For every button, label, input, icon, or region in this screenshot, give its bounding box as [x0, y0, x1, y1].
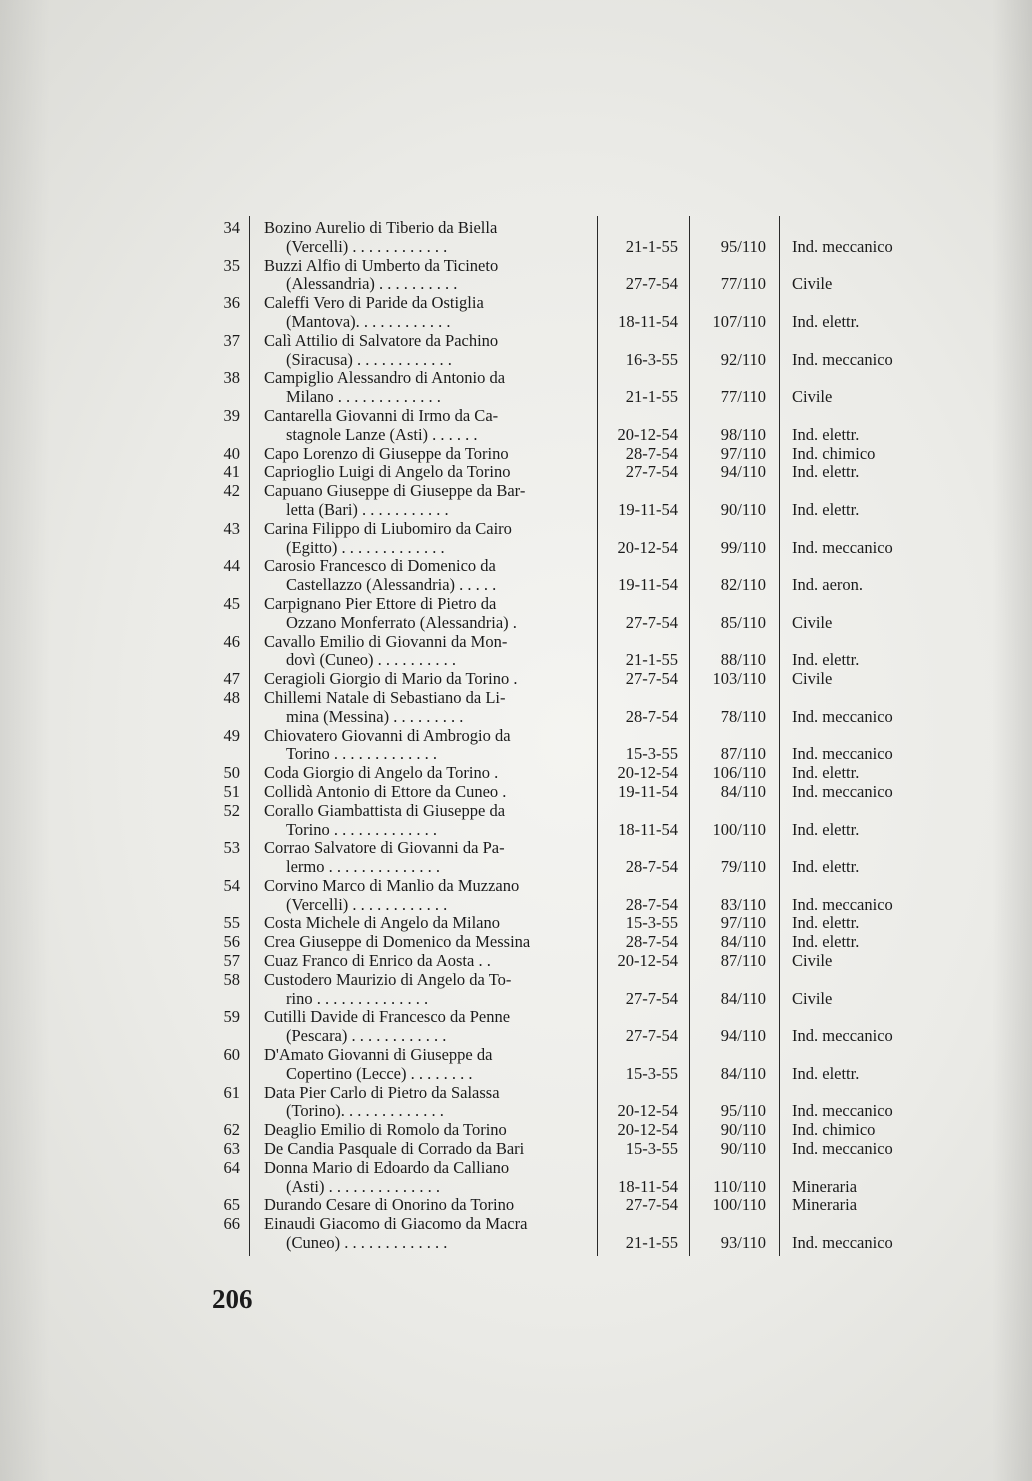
final-grade: 110/110	[713, 1176, 766, 1196]
final-grade: 78/110	[720, 706, 766, 726]
final-grade: 94/110	[720, 1026, 766, 1046]
student-name-line: Deaglio Emilio di Romolo da Torino	[264, 1120, 507, 1140]
specialization: Ind. elettr.	[792, 857, 860, 877]
entry-number: 50	[223, 763, 240, 783]
final-grade: 100/110	[712, 1195, 766, 1215]
final-grade: 84/110	[720, 1063, 766, 1083]
student-name-line: Copertino (Lecce) . . . . . . . .	[286, 1063, 473, 1083]
student-name-line: Custodero Maurizio di Angelo da To-	[264, 969, 512, 989]
graduation-date: 28-7-54	[625, 932, 678, 952]
student-name-line: Collidà Antonio di Ettore da Cuneo .	[264, 781, 507, 801]
student-name-line: Data Pier Carlo di Pietro da Salassa	[264, 1082, 500, 1102]
entry-number: 66	[223, 1214, 240, 1234]
student-name-line: Cuaz Franco di Enrico da Aosta . .	[264, 951, 491, 971]
final-grade: 88/110	[720, 650, 766, 670]
specialization: Civile	[792, 612, 833, 632]
graduation-date: 15-3-55	[625, 1063, 678, 1083]
student-name-line: Corrao Salvatore di Giovanni da Pa-	[264, 838, 505, 858]
student-name-line: lermo . . . . . . . . . . . . . .	[286, 857, 440, 877]
student-name	[264, 670, 586, 689]
specialization: Ind. meccanico	[792, 706, 893, 726]
table-row	[0, 463, 1032, 482]
table-row	[0, 1215, 1032, 1253]
final-grade: 93/110	[720, 1233, 766, 1253]
graduation-date: 19-11-54	[618, 575, 678, 595]
graduation-date: 15-3-55	[625, 1139, 678, 1159]
entry-number: 37	[223, 330, 240, 350]
entry-number: 49	[223, 725, 240, 745]
student-name	[264, 802, 586, 840]
specialization: Civile	[792, 274, 833, 294]
student-name	[264, 764, 586, 783]
student-name	[264, 1140, 586, 1159]
student-name	[264, 877, 586, 915]
student-name-line: Caleffi Vero di Paride da Ostiglia	[264, 293, 484, 313]
specialization: Ind. meccanico	[792, 1233, 893, 1253]
specialization: Civile	[792, 988, 833, 1008]
entry-number: 43	[223, 518, 240, 538]
student-name-line: Ozzano Monferrato (Alessandria) .	[286, 612, 517, 632]
student-name-line: Caprioglio Luigi di Angelo da Torino	[264, 462, 511, 482]
student-name-line: Einaudi Giacomo di Giacomo da Macra	[264, 1214, 528, 1234]
student-name	[264, 933, 586, 952]
final-grade: 100/110	[712, 819, 766, 839]
student-name	[264, 557, 586, 595]
final-grade: 98/110	[720, 424, 766, 444]
student-name-line: (Asti) . . . . . . . . . . . . . .	[286, 1176, 440, 1196]
graduation-date: 20-12-54	[617, 1101, 678, 1121]
entry-number: 53	[223, 838, 240, 858]
student-name-line: dovì (Cuneo) . . . . . . . . . .	[286, 650, 457, 670]
student-name	[264, 463, 586, 482]
specialization: Ind. elettr.	[792, 311, 860, 331]
graduation-date: 21-1-55	[625, 650, 678, 670]
specialization: Ind. elettr.	[792, 462, 860, 482]
final-grade: 77/110	[720, 274, 766, 294]
table-row	[0, 332, 1032, 370]
student-name-line: stagnole Lanze (Asti) . . . . . .	[286, 424, 478, 444]
specialization: Ind. elettr.	[792, 819, 860, 839]
student-name	[264, 783, 586, 802]
student-name-line: Carosio Francesco di Domenico da	[264, 556, 496, 576]
entry-number: 55	[223, 913, 240, 933]
student-name	[264, 369, 586, 407]
specialization: Civile	[792, 387, 833, 407]
student-name-line: Crea Giuseppe di Domenico da Messina	[264, 932, 531, 952]
table-row	[0, 520, 1032, 558]
student-name-line: Carina Filippo di Liubomiro da Cairo	[264, 518, 512, 538]
entry-number: 51	[223, 781, 240, 801]
specialization: Ind. elettr.	[792, 1063, 860, 1083]
student-name-line: Capuano Giuseppe di Giuseppe da Bar-	[264, 481, 526, 501]
final-grade: 95/110	[720, 236, 766, 256]
graduation-date: 27-7-54	[625, 988, 678, 1008]
table-row	[0, 1159, 1032, 1197]
entry-number: 59	[223, 1007, 240, 1027]
final-grade: 106/110	[712, 763, 766, 783]
specialization: Ind. elettr.	[792, 932, 860, 952]
student-name	[264, 445, 586, 464]
student-name-line: Castellazzo (Alessandria) . . . . .	[286, 575, 497, 595]
entry-number: 42	[223, 481, 240, 501]
table-row	[0, 257, 1032, 295]
graduation-date: 18-11-54	[618, 1176, 678, 1196]
graduation-date: 28-7-54	[625, 894, 678, 914]
final-grade: 79/110	[720, 857, 766, 877]
final-grade: 97/110	[720, 913, 766, 933]
table-row	[0, 877, 1032, 915]
table-row	[0, 445, 1032, 464]
table-row	[0, 783, 1032, 802]
student-name	[264, 1121, 586, 1140]
student-name-line: Torino . . . . . . . . . . . . .	[286, 819, 438, 839]
table-row	[0, 952, 1032, 971]
student-name-line: Milano . . . . . . . . . . . . .	[286, 387, 441, 407]
student-name-line: letta (Bari) . . . . . . . . . . .	[286, 499, 449, 519]
entry-number: 58	[223, 969, 240, 989]
graduation-date: 27-7-54	[625, 1195, 678, 1215]
student-name-line: Chiovatero Giovanni di Ambrogio da	[264, 725, 511, 745]
student-name-line: Donna Mario di Edoardo da Calliano	[264, 1157, 510, 1177]
student-name	[264, 839, 586, 877]
student-name	[264, 1196, 586, 1215]
student-name-line: Calì Attilio di Salvatore da Pachino	[264, 330, 499, 350]
graduation-date: 27-7-54	[625, 274, 678, 294]
student-name-line: Capo Lorenzo di Giuseppe da Torino	[264, 443, 509, 463]
entry-number: 46	[223, 631, 240, 651]
table-row	[0, 1008, 1032, 1046]
student-name-line: Costa Michele di Angelo da Milano	[264, 913, 501, 933]
entry-number: 38	[223, 368, 240, 388]
student-name-line: (Cuneo) . . . . . . . . . . . . .	[286, 1233, 448, 1253]
specialization: Ind. meccanico	[792, 349, 893, 369]
student-name-line: mina (Messina) . . . . . . . . .	[286, 706, 464, 726]
student-name	[264, 971, 586, 1009]
student-name-line: De Candia Pasquale di Corrado da Bari	[264, 1139, 525, 1159]
table-row	[0, 557, 1032, 595]
student-name-line: (Siracusa) . . . . . . . . . . . .	[286, 349, 452, 369]
entry-number: 61	[223, 1082, 240, 1102]
student-name-line: Buzzi Alfio di Umberto da Ticineto	[264, 255, 499, 275]
student-name	[264, 952, 586, 971]
table-row	[0, 407, 1032, 445]
specialization: Mineraria	[792, 1176, 858, 1196]
table-row	[0, 1084, 1032, 1122]
specialization: Ind. elettr.	[792, 424, 860, 444]
entry-number: 52	[223, 800, 240, 820]
student-name	[264, 219, 586, 257]
graduation-date: 20-12-54	[617, 951, 678, 971]
table-row	[0, 914, 1032, 933]
graduation-date: 15-3-55	[625, 744, 678, 764]
student-name	[264, 727, 586, 765]
final-grade: 77/110	[720, 387, 766, 407]
table-row	[0, 219, 1032, 257]
table-row	[0, 670, 1032, 689]
student-name-line: Carpignano Pier Ettore di Pietro da	[264, 593, 497, 613]
final-grade: 94/110	[720, 462, 766, 482]
student-name	[264, 257, 586, 295]
entry-number: 41	[223, 462, 240, 482]
final-grade: 92/110	[720, 349, 766, 369]
table-row	[0, 764, 1032, 783]
graduation-date: 28-7-54	[625, 443, 678, 463]
specialization: Ind. elettr.	[792, 650, 860, 670]
graduation-date: 28-7-54	[625, 706, 678, 726]
student-name	[264, 1215, 586, 1253]
student-name-line: Chillemi Natale di Sebastiano da Li-	[264, 687, 506, 707]
final-grade: 90/110	[720, 1120, 766, 1140]
graduation-date: 27-7-54	[625, 669, 678, 689]
student-name-line: Cavallo Emilio di Giovanni da Mon-	[264, 631, 508, 651]
graduation-date: 27-7-54	[625, 462, 678, 482]
student-name	[264, 689, 586, 727]
specialization: Ind. aeron.	[792, 575, 864, 595]
specialization: Ind. meccanico	[792, 894, 893, 914]
student-name-line: (Egitto) . . . . . . . . . . . . .	[286, 537, 445, 557]
specialization: Ind. chimico	[792, 1120, 876, 1140]
entry-number: 54	[223, 875, 240, 895]
student-name-line: D'Amato Giovanni di Giuseppe da	[264, 1045, 493, 1065]
student-name-line: Cantarella Giovanni di Irmo da Ca-	[264, 405, 499, 425]
graduation-date: 21-1-55	[625, 1233, 678, 1253]
final-grade: 97/110	[720, 443, 766, 463]
graduation-date: 28-7-54	[625, 857, 678, 877]
table-row	[0, 971, 1032, 1009]
entry-number: 47	[223, 669, 240, 689]
final-grade: 87/110	[720, 951, 766, 971]
student-name	[264, 1046, 586, 1084]
student-name-line: Torino . . . . . . . . . . . . .	[286, 744, 438, 764]
student-name-line: Bozino Aurelio di Tiberio da Biella	[264, 218, 498, 237]
specialization: Mineraria	[792, 1195, 858, 1215]
entry-number: 63	[223, 1139, 240, 1159]
table-row	[0, 1196, 1032, 1215]
table-row	[0, 294, 1032, 332]
specialization: Ind. elettr.	[792, 499, 860, 519]
entry-number: 56	[223, 932, 240, 952]
specialization: Ind. meccanico	[792, 1026, 893, 1046]
entry-number: 35	[223, 255, 240, 275]
graduation-date: 19-11-54	[618, 781, 678, 801]
entry-number: 62	[223, 1120, 240, 1140]
student-name-line: Cutilli Davide di Francesco da Penne	[264, 1007, 511, 1027]
specialization: Ind. meccanico	[792, 537, 893, 557]
student-name-line: (Pescara) . . . . . . . . . . . .	[286, 1026, 447, 1046]
final-grade: 90/110	[720, 1139, 766, 1159]
student-name-line: (Alessandria) . . . . . . . . . .	[286, 274, 458, 294]
entry-number: 44	[223, 556, 240, 576]
student-name-line: rino . . . . . . . . . . . . . .	[286, 988, 429, 1008]
student-name-line: (Torino). . . . . . . . . . . . .	[286, 1101, 444, 1121]
graduates-table	[0, 219, 1032, 1253]
specialization: Ind. meccanico	[792, 781, 893, 801]
student-name	[264, 1008, 586, 1046]
entry-number: 64	[223, 1157, 240, 1177]
table-row	[0, 933, 1032, 952]
graduation-date: 27-7-54	[625, 612, 678, 632]
table-row	[0, 727, 1032, 765]
graduation-date: 20-12-54	[617, 537, 678, 557]
table-row	[0, 1046, 1032, 1084]
final-grade: 83/110	[720, 894, 766, 914]
specialization: Ind. meccanico	[792, 744, 893, 764]
table-row	[0, 595, 1032, 633]
final-grade: 82/110	[720, 575, 766, 595]
specialization: Civile	[792, 669, 833, 689]
student-name	[264, 407, 586, 445]
specialization: Ind. meccanico	[792, 236, 893, 256]
final-grade: 87/110	[720, 744, 766, 764]
graduation-date: 15-3-55	[625, 913, 678, 933]
final-grade: 84/110	[720, 988, 766, 1008]
graduation-date: 21-1-55	[625, 387, 678, 407]
student-name-line: (Vercelli) . . . . . . . . . . . .	[286, 894, 448, 914]
graduation-date: 20-12-54	[617, 1120, 678, 1140]
table-row	[0, 633, 1032, 671]
table-row	[0, 482, 1032, 520]
entry-number: 57	[223, 951, 240, 971]
entry-number: 36	[223, 293, 240, 313]
student-name	[264, 294, 586, 332]
graduation-date: 27-7-54	[625, 1026, 678, 1046]
graduation-date: 18-11-54	[618, 311, 678, 331]
student-name-line: Corvino Marco di Manlio da Muzzano	[264, 875, 520, 895]
specialization: Civile	[792, 951, 833, 971]
student-name	[264, 1084, 586, 1122]
student-name	[264, 914, 586, 933]
student-name-line: Ceragioli Giorgio di Mario da Torino .	[264, 669, 518, 689]
student-name-line: Corallo Giambattista di Giuseppe da	[264, 800, 506, 820]
table-row	[0, 802, 1032, 840]
table-row	[0, 689, 1032, 727]
final-grade: 99/110	[720, 537, 766, 557]
final-grade: 107/110	[712, 311, 766, 331]
specialization: Ind. meccanico	[792, 1101, 893, 1121]
student-name-line: (Vercelli) . . . . . . . . . . . .	[286, 236, 448, 256]
table-row	[0, 1121, 1032, 1140]
specialization: Ind. meccanico	[792, 1139, 893, 1159]
final-grade: 95/110	[720, 1101, 766, 1121]
student-name-line: (Mantova). . . . . . . . . . . .	[286, 311, 451, 331]
entry-number: 60	[223, 1045, 240, 1065]
specialization: Ind. elettr.	[792, 763, 860, 783]
graduation-date: 19-11-54	[618, 499, 678, 519]
student-name	[264, 1159, 586, 1197]
entry-number: 34	[223, 218, 240, 237]
page-number: 206	[212, 1284, 253, 1314]
graduation-date: 20-12-54	[617, 424, 678, 444]
final-grade: 85/110	[720, 612, 766, 632]
entry-number: 45	[223, 593, 240, 613]
specialization: Ind. chimico	[792, 443, 876, 463]
specialization: Ind. elettr.	[792, 913, 860, 933]
student-name	[264, 332, 586, 370]
table-row	[0, 1140, 1032, 1159]
final-grade: 90/110	[720, 499, 766, 519]
student-name	[264, 520, 586, 558]
entry-number: 40	[223, 443, 240, 463]
student-name-line: Durando Cesare di Onorino da Torino	[264, 1195, 515, 1215]
student-name-line: Campiglio Alessandro di Antonio da	[264, 368, 506, 388]
table-row	[0, 369, 1032, 407]
table-row	[0, 839, 1032, 877]
graduation-date: 21-1-55	[625, 236, 678, 256]
entry-number: 65	[223, 1195, 240, 1215]
entry-number: 48	[223, 687, 240, 707]
student-name	[264, 482, 586, 520]
graduation-date: 20-12-54	[617, 763, 678, 783]
final-grade: 84/110	[720, 781, 766, 801]
graduation-date: 16-3-55	[625, 349, 678, 369]
student-name	[264, 595, 586, 633]
final-grade: 103/110	[712, 669, 766, 689]
student-name-line: Coda Giorgio di Angelo da Torino .	[264, 763, 499, 783]
final-grade: 84/110	[720, 932, 766, 952]
graduation-date: 18-11-54	[618, 819, 678, 839]
entry-number: 39	[223, 405, 240, 425]
student-name	[264, 633, 586, 671]
